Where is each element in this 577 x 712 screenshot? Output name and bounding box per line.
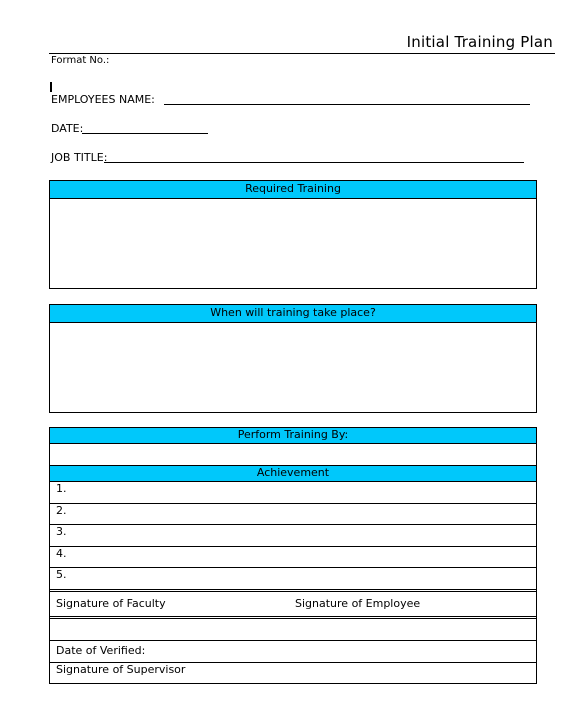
achievement-number: 4. [56, 547, 67, 560]
perform-training-box [49, 427, 537, 684]
required-training-box [49, 180, 537, 289]
when-training-box [49, 304, 537, 413]
text-cursor [50, 82, 52, 92]
achievement-number: 5. [56, 568, 67, 581]
employee-name-line[interactable] [164, 104, 530, 105]
signature-employee-label: Signature of Employee [295, 597, 421, 610]
achievement-row[interactable] [50, 568, 536, 592]
achievement-header: Achievement [50, 466, 536, 482]
document-title: Initial Training Plan [406, 33, 553, 51]
achievement-row[interactable] [50, 482, 536, 504]
when-training-header: When will training take place? [50, 305, 536, 323]
title-rule [49, 53, 555, 54]
achievement-row[interactable] [50, 525, 536, 547]
when-training-area[interactable] [50, 323, 536, 412]
supervisor-signature-label: Signature of Supervisor [56, 663, 186, 676]
job-title-line[interactable] [104, 162, 524, 163]
achievement-number: 3. [56, 525, 67, 538]
date-line[interactable] [82, 133, 208, 134]
achievement-number: 1. [56, 482, 67, 495]
date-label: DATE: [51, 122, 84, 135]
achievement-row[interactable] [50, 504, 536, 525]
supervisor-signature-row[interactable] [50, 663, 536, 683]
format-number-label: Format No.: [51, 55, 110, 66]
perform-training-header: Perform Training By: [50, 428, 536, 444]
achievement-row[interactable] [50, 547, 536, 568]
required-training-header: Required Training [50, 181, 536, 199]
job-title-label: JOB TITLE: [51, 151, 108, 164]
signature-row[interactable] [50, 592, 536, 619]
signature-faculty-label: Signature of Faculty [56, 597, 166, 610]
employee-name-label: EMPLOYEES NAME: [51, 93, 155, 106]
required-training-area[interactable] [50, 199, 536, 288]
achievement-number: 2. [56, 504, 67, 517]
blank-row[interactable] [50, 619, 536, 641]
date-verified-label: Date of Verified: [56, 644, 146, 657]
date-verified-row[interactable] [50, 641, 536, 663]
perform-training-area[interactable] [50, 444, 536, 466]
